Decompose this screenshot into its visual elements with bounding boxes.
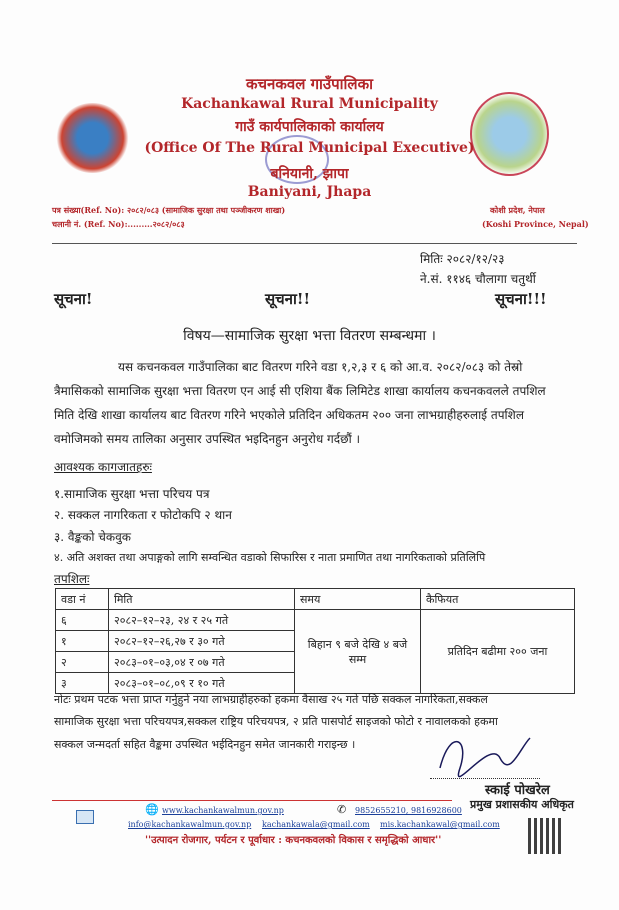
documents-heading: आवश्यक कागजातहरुः bbox=[54, 460, 152, 474]
office-name-np: गाउँ कार्यपालिकाको कार्यालय bbox=[235, 119, 384, 135]
header-time: समय bbox=[295, 589, 421, 610]
note-line: सामाजिक सुरक्षा भत्ता परिचयपत्र,सक्कल राष्ट्रिय परिचयपत्र, २ प्रति पासपोर्ट साइजको फोटो र नावालकको हकमा bbox=[54, 715, 498, 728]
website-link[interactable]: www.kachankawalmun.gov.np bbox=[162, 806, 284, 815]
province-np: कोशी प्रदेश, नेपाल bbox=[490, 205, 545, 215]
ward-cell: १ bbox=[56, 631, 109, 652]
table-header-row bbox=[56, 589, 575, 610]
office-name-en: (Office Of The Rural Municipal Executive) bbox=[144, 140, 475, 156]
header-remarks: कैफियत bbox=[421, 589, 575, 610]
time-cell: बिहान ९ बजे देखि ४ बजे सम्म bbox=[295, 610, 421, 694]
date-cell: २०८३–०१–०८,०९ र १० गते bbox=[109, 673, 295, 694]
municipality-name-np: कचनकवल गाउँपालिका bbox=[245, 75, 374, 93]
email-link[interactable]: kachankawala@gmail.com bbox=[262, 820, 370, 829]
signature bbox=[430, 728, 540, 779]
nepal-emblem-logo bbox=[55, 103, 130, 173]
paragraph-line: मिति देखि शाखा कार्यालय बाट वितरण गरिने भएकोले प्रतिदिन अधिकतम २०० जना लाभग्राहीहरुलाई तपशिल bbox=[54, 408, 524, 422]
paragraph-line: त्रैमासिकको सामाजिक सुरक्षा भत्ता वितरण एन आई सी एशिया बैंक लिमिटेड शाखा कार्यालय कचनकवलले तपशिल bbox=[54, 384, 546, 398]
signatory-title: प्रमुख प्रशासकीय अधिकृत bbox=[470, 798, 574, 811]
footer-divider bbox=[52, 800, 452, 801]
phone-numbers: 9852655210, 9816928600 bbox=[355, 806, 462, 815]
note-line: सक्कल जन्मदर्ता सहित वैङ्कमा उपस्थित भईदिनहुन समेत जानकारी गराइन्छ । bbox=[54, 738, 356, 751]
schedule-table bbox=[55, 588, 575, 694]
mail-icon bbox=[76, 810, 94, 824]
schedule-heading: तपशिलः bbox=[54, 572, 90, 586]
paragraph-line: वमोजिमको समय तालिका अनुसार उपस्थित भइदिनहुन अनुरोध गर्दछौं । bbox=[54, 432, 361, 446]
slogan: ''उत्पादन रोजगार, पर्यटन र पूर्वाधार : कचनकवलको विकास र समृद्धिको आधार'' bbox=[145, 835, 442, 846]
phone-icon: ✆ bbox=[337, 803, 347, 816]
document-item: ४. अति अशक्त तथा अपाङ्गको लागि सम्वन्धित वडाको सिफारिस र नाता प्रमाणित तथा नागरिकताको प्रतिलिपि bbox=[54, 551, 486, 564]
ward-cell: २ bbox=[56, 652, 109, 673]
dispatch-number: चलानी नं. (Ref. No):.........२०८२/०८३ bbox=[52, 219, 185, 229]
signatory-name: स्काई पोखरेल bbox=[485, 783, 550, 798]
nepal-sambat-date: ने.सं. ११४६ चौलागा चतुर्थी bbox=[420, 272, 536, 286]
table-row bbox=[56, 610, 575, 631]
date: मितिः २०८२/१२/२३ bbox=[420, 252, 505, 266]
province-en: (Koshi Province, Nepal) bbox=[482, 219, 589, 229]
notice-heading-2: सूचना!! bbox=[265, 290, 311, 308]
header-divider bbox=[52, 243, 577, 244]
email-link[interactable]: mis.kachankawal@gmail.com bbox=[380, 820, 500, 829]
header-ward: वडा नं bbox=[56, 589, 109, 610]
date-cell: २०८३–०१–०३,०४ र ०७ गते bbox=[109, 652, 295, 673]
place-en: Baniyani, Jhapa bbox=[247, 184, 372, 200]
qr-code bbox=[528, 818, 564, 854]
subject: विषय—सामाजिक सुरक्षा भत्ता वितरण सम्बन्धमा । bbox=[183, 328, 436, 344]
header-date: मिति bbox=[109, 589, 295, 610]
document-item: २. सक्कल नागरिकता र फोटोकपि २ थान bbox=[54, 508, 232, 522]
email-link[interactable]: info@kachankawalmun.gov.np bbox=[128, 820, 252, 829]
paragraph-line: यस कचनकवल गाउँपालिका बाट वितरण गरिने वडा १,२,३ र ६ को आ.व. २०८२/०८३ को तेस्रो bbox=[118, 360, 523, 374]
document-item: ३. वैङ्कको चेकवुक bbox=[54, 530, 131, 544]
globe-icon: 🌐 bbox=[145, 803, 159, 816]
notice-heading-1: सूचना! bbox=[54, 290, 93, 308]
date-cell: २०८२–१२–२३, २४ र २५ गते bbox=[109, 610, 295, 631]
document-item: १.सामाजिक सुरक्षा भत्ता परिचय पत्र bbox=[54, 487, 210, 501]
municipality-name-en: Kachankawal Rural Municipality bbox=[181, 96, 438, 112]
remarks-cell: प्रतिदिन बढीमा २०० जना bbox=[421, 610, 575, 694]
note-line: नोटः प्रथम पटक भत्ता प्राप्त गर्नुहुने नया लाभग्राहीहरुको हकमा वैसाख २५ गते पछि सक्कल नागरिकता,सक्कल bbox=[54, 693, 488, 706]
ref-number: पत्र संख्या(Ref. No): २०८२/०८३ (सामाजिक सुरक्षा तथा पञ्जीकरण शाखा) bbox=[52, 205, 286, 215]
date-cell: २०८२–१२–२६,२७ र ३० गते bbox=[109, 631, 295, 652]
place-np: बनियानी, झापा bbox=[270, 166, 349, 182]
ward-cell: ३ bbox=[56, 673, 109, 694]
notice-heading-3: सूचना!!! bbox=[495, 290, 547, 308]
ward-cell: ६ bbox=[56, 610, 109, 631]
